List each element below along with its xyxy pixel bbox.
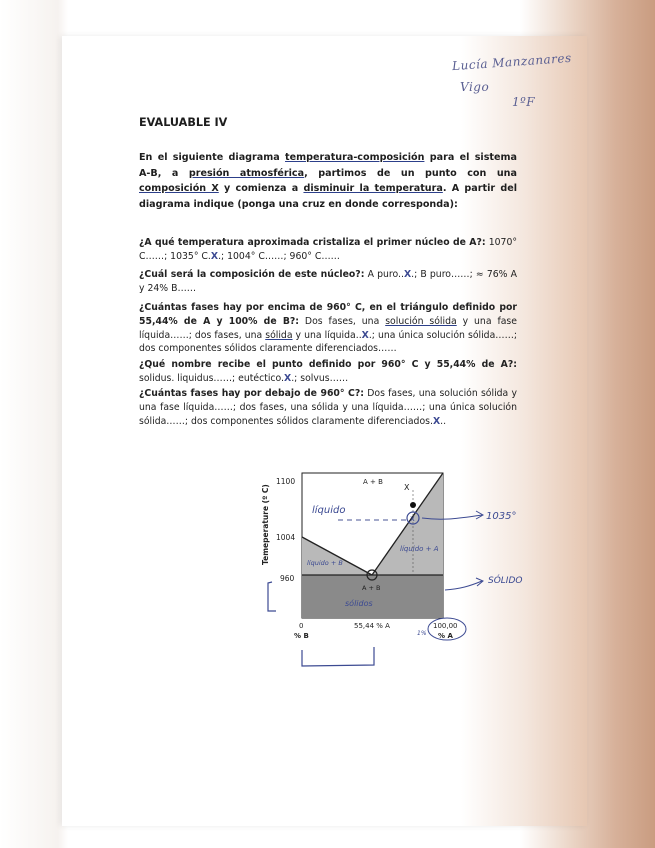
handwritten-name: Lucía Manzanares — [451, 50, 573, 74]
y-axis-label: Temeperature (º C) — [261, 484, 270, 565]
handwritten-group: 1ºF — [512, 95, 536, 109]
region-top-label: A + B — [363, 478, 383, 486]
handwritten-surname: Vigo — [460, 80, 490, 94]
x-unit-right: % A — [438, 632, 453, 640]
arrow-solido — [445, 581, 482, 590]
x-unit-left: % B — [294, 632, 309, 640]
point-x-label: X — [404, 483, 410, 492]
question-4: ¿Qué nombre recibe el punto definido por 960° C y 55,44% de A?: solidus. liquidus……; eutéctico.X.; solvus…… — [139, 359, 517, 384]
question-2: ¿Cuál será la composición de este núcleo?: A puro..X.; B puro……; ≈ 76% A y 24% B…… — [139, 269, 518, 294]
point-x-dot — [410, 502, 416, 508]
question-1: ¿A qué temperatura aproximada cristaliza el primer núcleo de A?: 1070° C……; 1035° C.X.; 1004° C……; 960° C…… — [139, 237, 518, 262]
ytick-1004: 1004 — [276, 533, 296, 542]
page-title: EVALUABLE IV — [139, 116, 228, 129]
hand-solido: SÓLIDO — [488, 576, 523, 586]
phase-diagram — [250, 465, 580, 670]
hand-liquido: líquido — [312, 505, 346, 516]
bracket-left — [268, 582, 276, 611]
hand-side-note: 1% — [417, 630, 427, 637]
region-solids — [302, 575, 443, 618]
xtick-5544: 55,44 % A — [354, 622, 390, 630]
xtick-0: 0 — [299, 622, 304, 630]
bracket-bottom — [302, 647, 374, 666]
xtick-100: 100,00 — [433, 622, 458, 630]
hand-solidos: sólidos — [345, 599, 373, 608]
eutectic-region-label: A + B — [362, 584, 381, 592]
question-3: ¿Cuántas fases hay por encima de 960° C, en el triángulo definido por 55,44% de A y 100% de B?: Dos fases, una solución sólida y una fase líquida……; dos fases, una sólida y una líquida..X.; una única solución sólida……; dos componentes sólidos claramente diferenciados…… — [139, 302, 517, 355]
hand-liquido-a: líquido + A — [400, 545, 439, 553]
intersection-x: x — [410, 514, 415, 523]
ytick-960: 960 — [280, 574, 295, 583]
hand-liquido-b: líquido + B — [307, 559, 343, 567]
question-5: ¿Cuántas fases hay por debajo de 960° C?: Dos fases, una solución sólida y una fase líquida……; dos fases, una sólida y una líquida……; una única solución sólida……; dos componentes sólidos claramente diferenciados.X.. — [139, 388, 517, 427]
ytick-1100: 1100 — [276, 477, 296, 486]
hand-1035: 1035° — [486, 511, 517, 522]
intro-paragraph: En el siguiente diagrama temperatura-composición para el sistema A-B, a presión atmosférica, partimos de un punto con una composición X y comienza a disminuir la temperatura. A partir del diagrama indique (ponga una cruz en donde corresponda): — [139, 152, 517, 210]
